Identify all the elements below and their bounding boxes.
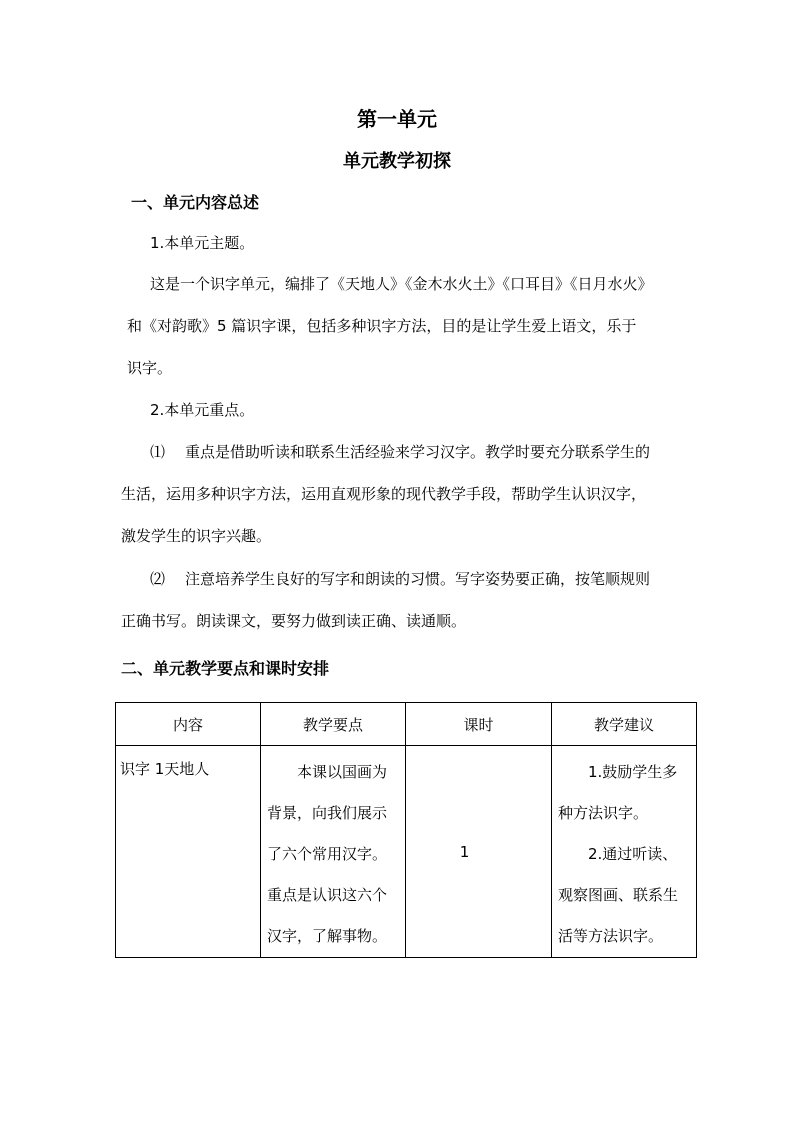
table-row (116, 746, 697, 958)
paragraph-label-theme: 1.本单元主题。 (150, 234, 255, 252)
suggestion-item-1: 1.鼓励学生多种方法识字。 (558, 763, 678, 822)
section2-heading: 二、单元教学要点和课时安排 (121, 659, 330, 678)
focus-item2-marker: ⑵ (150, 570, 166, 588)
suggestion-item-2: 2.通过听读、观察图画、联系生活等方法识字。 (558, 845, 679, 945)
cell-teaching-suggestions (552, 746, 697, 958)
page-title: 第一单元 (357, 107, 437, 131)
table-header-row (116, 703, 697, 746)
focus-item2-line1: 注意培养学生良好的写字和朗读的习惯。写字姿势要正确，按笔顺规则 (185, 570, 651, 588)
focus-item2-line2: 正确书写。朗读课文，要努力做到读正确、读通顺。 (121, 612, 467, 630)
cell-content-text: 识字 1天地人 (120, 760, 210, 778)
focus-item1-line2: 生活，运用多种识字方法，运用直观形象的现代教学手段，帮助学生认识汉字， (121, 485, 647, 503)
page-subtitle: 单元教学初探 (343, 151, 451, 172)
paragraph-label-focus: 2.本单元重点。 (150, 401, 255, 419)
focus-item1-line3: 激发学生的识字兴趣。 (121, 527, 272, 545)
lesson-table (115, 702, 697, 958)
cell-class-hours (406, 746, 552, 958)
focus-item1-line1: 重点是借助听读和联系生活经验来学习汉字。教学时要充分联系学生的 (185, 443, 651, 461)
cell-teaching-points (261, 746, 406, 958)
header-class-hours: 课时 (406, 703, 552, 746)
cell-class-hours-text: 1 (459, 842, 470, 861)
header-content: 内容 (116, 703, 261, 746)
theme-text-line1: 这是一个识字单元，编排了《天地人》《金木水火土》《口耳目》《日月水火》 (150, 275, 653, 293)
cell-teaching-points-text: 本课以国画为背景，向我们展示了六个常用汉字。重点是认识这六个汉字，了解事物。 (267, 763, 388, 945)
theme-text-line3: 识字。 (127, 359, 173, 377)
header-teaching-suggestions: 教学建议 (552, 703, 697, 746)
header-teaching-points: 教学要点 (261, 703, 406, 746)
section1-heading: 一、单元内容总述 (131, 193, 260, 212)
theme-text-line2: 和《对韵歌》5 篇识字课，包括多种识字方法，目的是让学生爱上语文，乐于 (127, 317, 637, 335)
cell-content (116, 746, 261, 958)
focus-item1-marker: ⑴ (150, 443, 166, 461)
